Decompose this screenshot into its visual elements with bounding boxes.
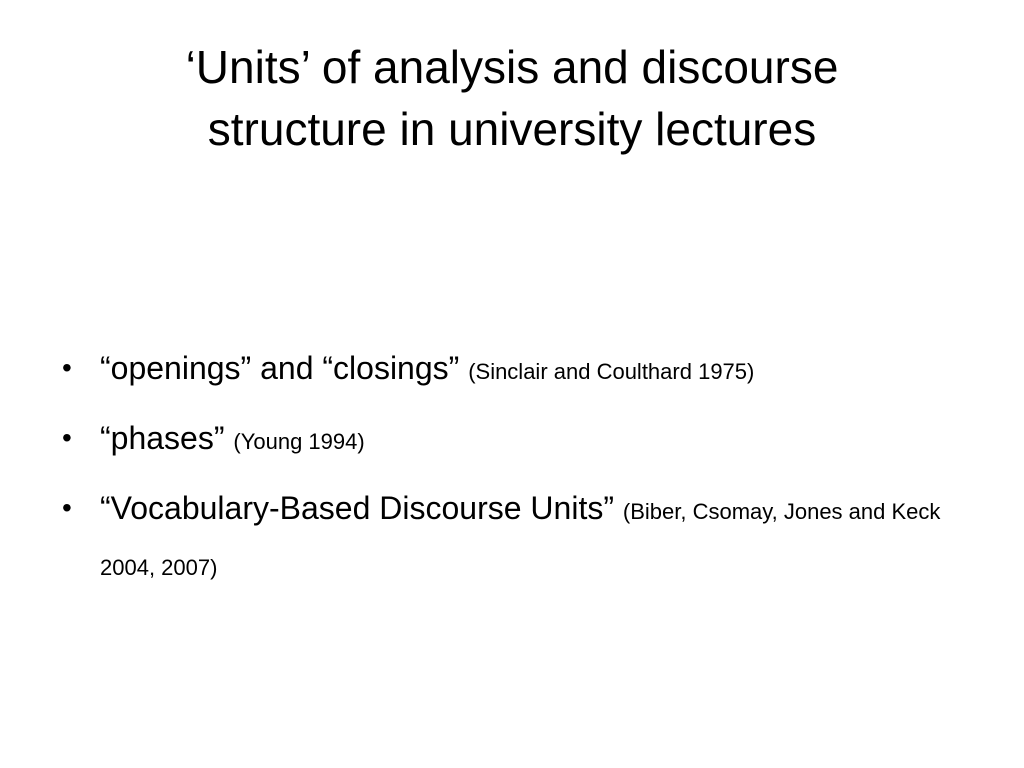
bullet-point-icon: •: [62, 492, 72, 523]
bullet-citation: (Biber, Csomay, Jones and Keck 2004, 2007): [100, 499, 941, 580]
slide-title: [60, 36, 964, 160]
title-line-2: structure in university lectures: [207, 103, 817, 155]
bullet-item-vbdu: [62, 482, 972, 594]
bullet-point-icon: •: [62, 352, 72, 383]
bullet-citation: (Sinclair and Coulthard 1975): [468, 359, 755, 384]
bullet-text: “openings” and “closings”: [100, 350, 460, 386]
bullet-text: “phases”: [100, 420, 225, 456]
bullet-list: [62, 342, 972, 608]
bullet-point-icon: •: [62, 422, 72, 453]
title-line-1: ‘Units’ of analysis and discourse: [185, 41, 839, 93]
bullet-text: “Vocabulary-Based Discourse Units”: [100, 490, 614, 526]
bullet-item-phases: [62, 412, 972, 468]
bullet-citation: (Young 1994): [233, 429, 365, 454]
bullet-item-openings-closings: [62, 342, 972, 398]
